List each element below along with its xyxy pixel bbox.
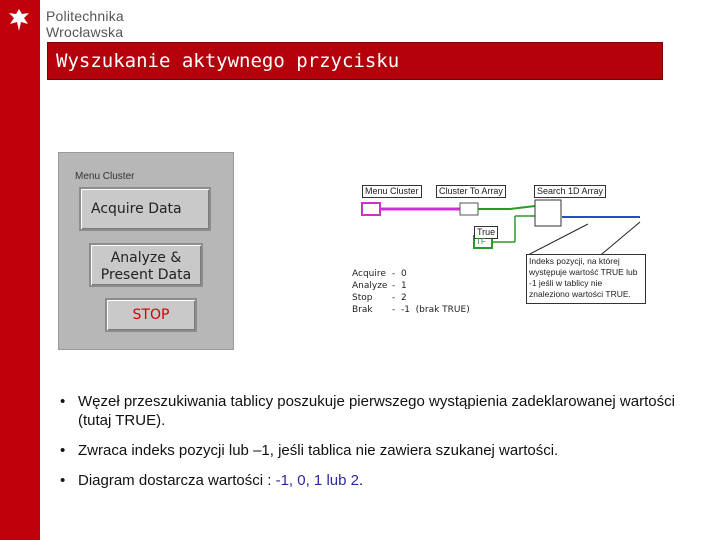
cluster-to-array-label: Cluster To Array <box>436 185 506 198</box>
bullet-period: . <box>358 472 364 489</box>
eagle-logo-icon <box>4 4 34 36</box>
logo-text: Politechnika Wrocławska <box>46 8 124 40</box>
analyze-label: Analyze & <box>110 250 182 266</box>
bullet-item: • Zwraca indeks pozycji lub –1, jeśli tablica nie zawiera szukanej wartości. <box>60 441 700 460</box>
slide-title-bar <box>47 42 663 80</box>
menu-cluster-panel <box>58 152 234 350</box>
true-constant-label: True <box>474 226 498 239</box>
bullet-text: Diagram dostarcza wartości : <box>78 472 272 489</box>
enum-names: Acquire Analyze Stop Brak <box>352 269 388 315</box>
stop-button[interactable]: STOP <box>105 298 197 332</box>
present-data-label: Present Data <box>100 267 192 283</box>
acquire-data-button[interactable]: Acquire Data <box>79 187 211 231</box>
enum-values: - 0 - 1 - 2 - -1 (brak TRUE) <box>392 269 470 315</box>
search-1d-array-label: Search 1D Array <box>534 185 606 198</box>
bullet-list <box>60 392 700 501</box>
bullet-item <box>60 471 700 490</box>
analyze-present-button[interactable] <box>89 243 203 287</box>
logo <box>0 0 200 40</box>
tf-terminal: TF <box>476 237 486 246</box>
output-note: Indeks pozycji, na której występuje wartość TRUE lub -1 jeśli w tablicy nie znaleziono wartości TRUE. <box>526 254 646 304</box>
highlighted-values: -1, 0, 1 lub 2 <box>275 472 359 489</box>
bullet-item: • Węzeł przeszukiwania tablicy poszukuje pierwszego wystąpienia zadeklarowanej wartości (tutaj TRUE). <box>60 392 700 430</box>
cluster-label: Menu Cluster <box>75 171 135 182</box>
menu-cluster-node-label: Menu Cluster <box>362 185 422 198</box>
slide-title: Wyszukanie aktywnego przycisku <box>56 50 400 72</box>
sidebar-accent <box>0 0 40 540</box>
block-diagram <box>340 180 660 320</box>
